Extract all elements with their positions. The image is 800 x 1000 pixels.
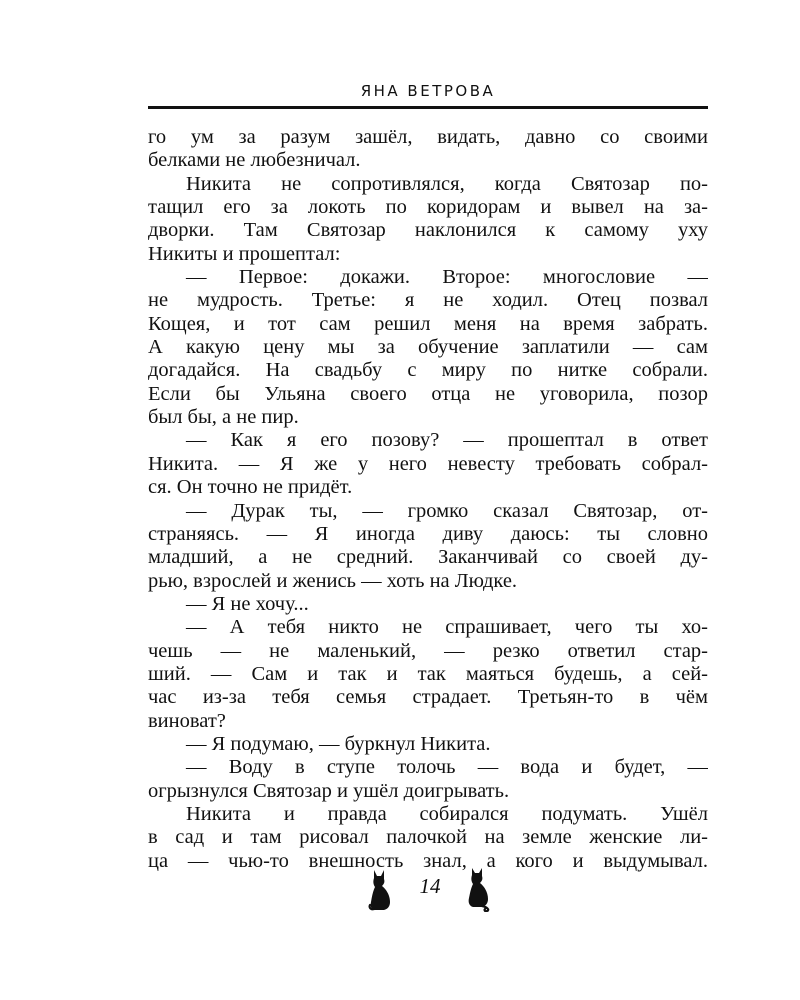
text-line: — Я не хочу...	[186, 592, 309, 615]
text-line: не мудрость. Третье: я не ходил. Отец позвал	[148, 289, 708, 312]
text-line: был бы, а не пир.	[148, 406, 299, 429]
text-line: А какую цену мы за обучение заплатили — сам	[148, 336, 708, 359]
text-line: — Как я его позову? — прошептал в ответ	[186, 429, 708, 452]
body-text	[148, 126, 708, 873]
text-line: — Я подумаю, — буркнул Никита.	[186, 732, 491, 755]
text-line: Никиты и прошептал:	[148, 242, 341, 265]
text-line: — Дурак ты, — громко сказал Святозар, от-	[186, 499, 708, 522]
text-line: Никита и правда собирался подумать. Ушёл	[186, 802, 708, 825]
text-line: огрызнулся Святозар и ушёл доигрывать.	[148, 779, 510, 802]
text-line: белками не любезничал.	[148, 149, 361, 172]
header-rule	[148, 106, 708, 109]
text-line: в сад и там рисовал палочкой на земле женские ли-	[148, 826, 708, 849]
text-line: час из-за тебя семья страдает. Третьян-то в чём	[148, 686, 708, 709]
text-line: го ум за разум зашёл, видать, давно со своими	[148, 126, 708, 148]
page-footer	[368, 866, 508, 914]
text-line: тащил его за локоть по коридорам и вывел на за-	[148, 196, 708, 219]
text-line: рью, взрослей и женись — хоть на Людке.	[148, 569, 518, 592]
text-line: ся. Он точно не придёт.	[148, 476, 353, 499]
cat-silhouette-icon	[368, 866, 396, 912]
text-line: виноват?	[148, 709, 226, 732]
page-number: 14	[419, 874, 441, 898]
cat-silhouette-icon	[464, 866, 492, 912]
text-line: Если бы Ульяна своего отца не уговорила, позор	[148, 382, 708, 405]
text-line: Кощея, и тот сам решил меня на время забрать.	[148, 312, 708, 335]
text-line: Никита. — Я же у него невесту требовать собрал-	[148, 452, 708, 475]
text-line: чешь — не маленький, — резко ответил стар-	[148, 639, 708, 662]
text-line: дворки. Там Святозар наклонился к самому уху	[148, 219, 708, 242]
text-line: ца — чью-то внешность знал, а кого и выдумывал.	[148, 849, 708, 872]
text-line: — Первое: докажи. Второе: многословие —	[186, 266, 708, 289]
text-line: страняясь. — Я иногда диву даюсь: ты словно	[148, 522, 708, 545]
text-line: — Воду в ступе толочь — вода и будет, —	[186, 756, 708, 779]
text-line: догадайся. На свадьбу с миру по нитке собрали.	[148, 359, 708, 382]
text-line: ший. — Сам и так и так маяться будешь, а сей-	[148, 662, 708, 685]
text-line: — А тебя никто не спрашивает, чего ты хо-	[186, 616, 708, 639]
text-line: Никита не сопротивлялся, когда Святозар по-	[186, 172, 708, 195]
running-head: ЯНА ВЕТРОВА	[360, 82, 496, 100]
text-line: младший, а не средний. Заканчивай со своей ду-	[148, 546, 708, 569]
